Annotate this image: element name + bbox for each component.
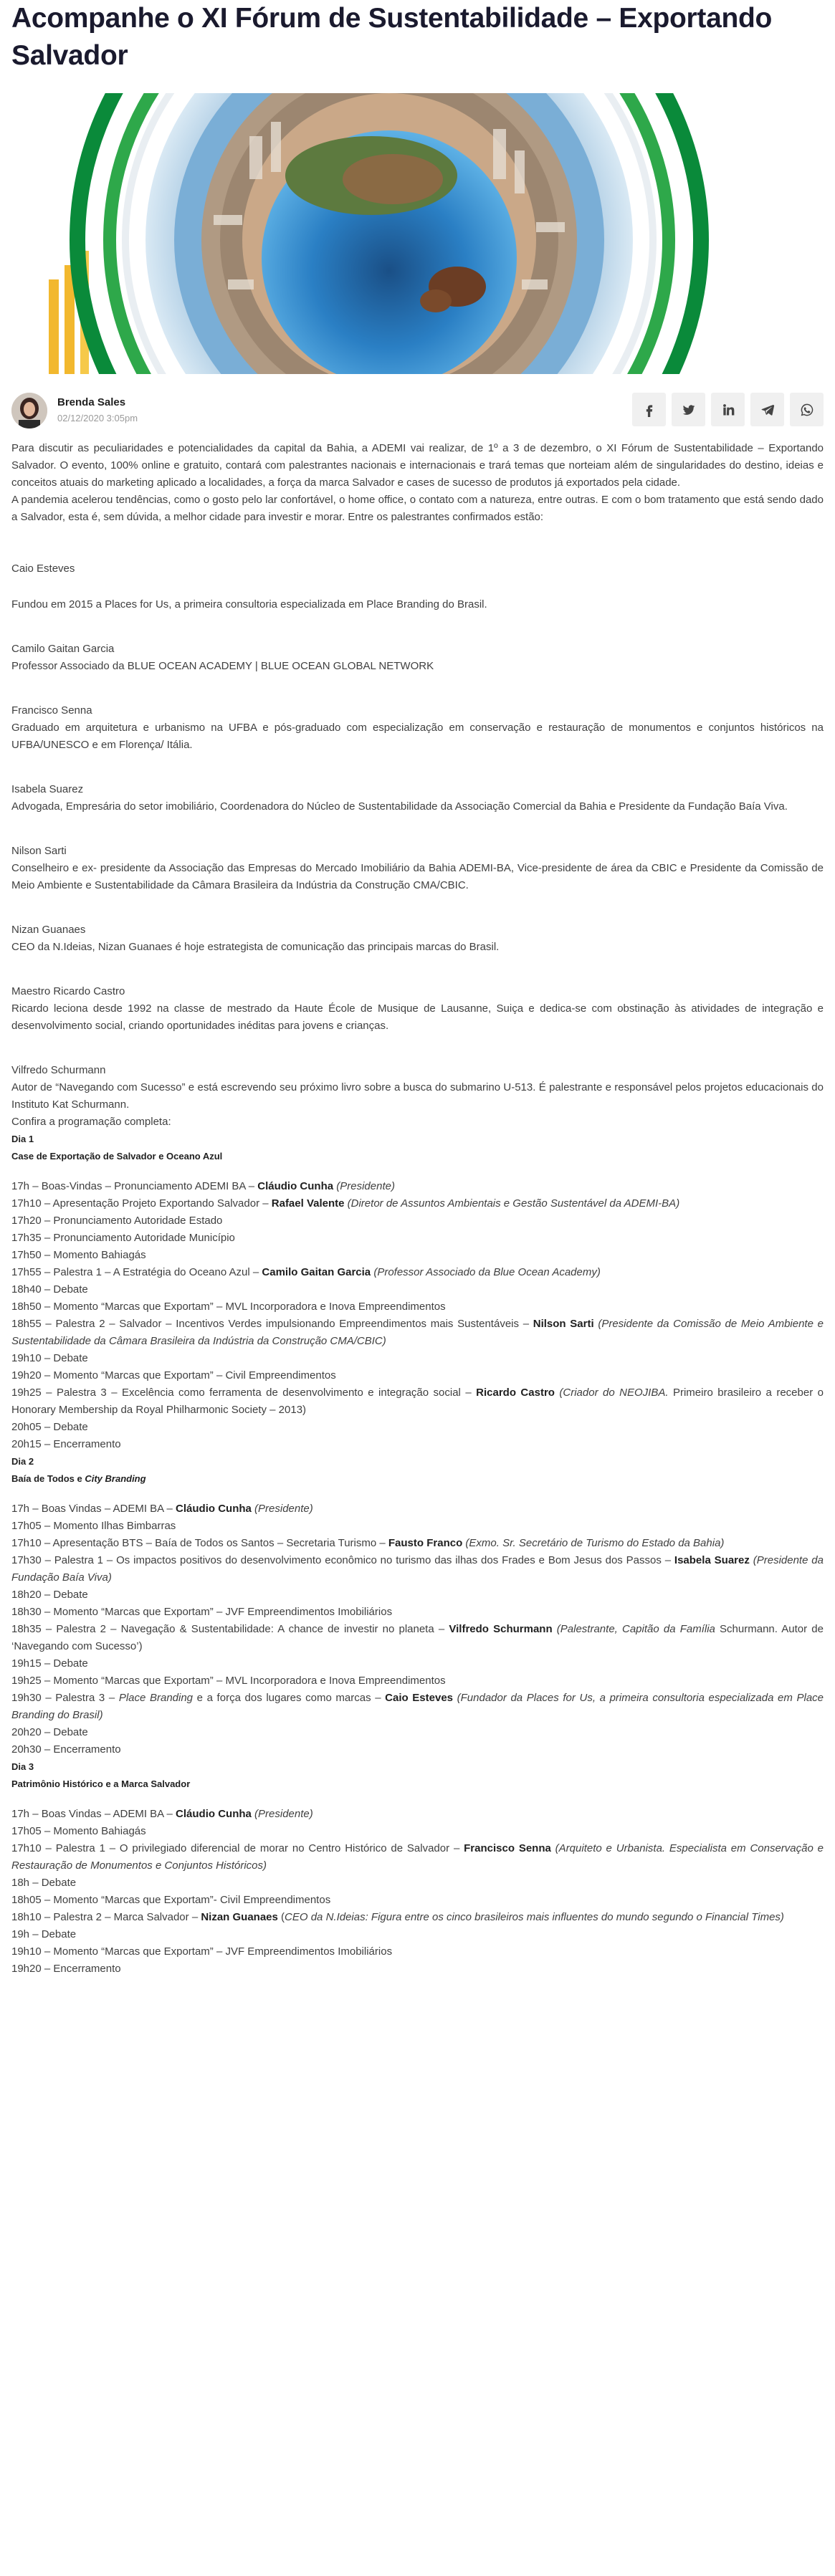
speaker-role: (Presidente): [251, 1808, 313, 1820]
speaker-block: [11, 921, 824, 956]
facebook-icon: [642, 403, 657, 417]
schedule-text: 20h05 – Debate: [11, 1421, 88, 1433]
schedule-item: [11, 1419, 824, 1436]
schedule-text: e a força dos lugares como marcas –: [193, 1692, 386, 1704]
schedule-text: 19h30 – Palestra 3 –: [11, 1692, 119, 1704]
hero-image: [34, 93, 751, 374]
speaker-role: (Palestrante, Capitão da Família: [552, 1623, 715, 1635]
speaker-name-bold: Nilson Sarti: [533, 1318, 594, 1330]
speaker-bio: Conselheiro e ex- presidente da Associação das Empresas do Mercado Imobiliário da Bahia ADEMI-BA, Vice-presidente de área da CBIC e Presidente da Comissão de Meio Ambiente e Sustentabilidade da Câmara Brasileira da Indústria da Construção CMA/CBIC.: [11, 862, 824, 891]
schedule-text: (: [277, 1911, 285, 1923]
speaker-name: Nilson Sarti: [11, 845, 67, 857]
schedule-text: 18h30 – Momento “Marcas que Exportam” – JVF Empreendimentos Imobiliários: [11, 1606, 393, 1618]
schedule-text: 19h25 – Momento “Marcas que Exportam” – MVL Incorporadora e Inova Empreendimentos: [11, 1675, 446, 1687]
schedule-text: 17h55 – Palestra 1 – A Estratégia do Oceano Azul –: [11, 1266, 262, 1278]
schedule-text: 17h10 – Apresentação Projeto Exportando Salvador –: [11, 1197, 272, 1210]
schedule-item: [11, 1500, 824, 1518]
day-title: Dia 1: [11, 1134, 34, 1144]
schedule-item: [11, 1384, 824, 1419]
speaker-bio: Advogada, Empresária do setor imobiliário, Coordenadora do Núcleo de Sustentabilidade da Associação Comercial da Bahia e Presidente da Fundação Baía Viva.: [11, 800, 788, 813]
speaker-name-bold: Ricardo Castro: [476, 1387, 555, 1399]
schedule-item: [11, 1741, 824, 1758]
schedule-text: 17h30 – Palestra 1 – Os impactos positivos do desenvolvimento econômico no turismo das ilhas dos Frades e Bom Jesus dos Passos –: [11, 1554, 674, 1566]
speaker-name-bold: Cláudio Cunha: [176, 1808, 252, 1820]
intro-paragraph: A pandemia acelerou tendências, como o gosto pelo lar confortável, o home office, o contato com a natureza, entre outras. E com o bom tratamento que está sendo dado a Salvador, esta é, sem dúvida, a melhor cidade para investir e morar. Entre os palestrantes confirmados estão:: [11, 494, 824, 523]
schedule-text: 17h35 – Pronunciamento Autoridade Município: [11, 1232, 235, 1244]
schedule-text: 19h – Debate: [11, 1928, 77, 1940]
speaker-role: (Presidente da Comissão de Meio Ambiente e Sustentabilidade da Câmara Brasileira da Indústria da Construção CMA/CBIC): [11, 1318, 824, 1347]
schedule-text: 17h50 – Momento Bahiagás: [11, 1249, 146, 1261]
speaker-role: (Fundador da Places for Us, a primeira consultoria especializada em Place Branding do Brasil): [11, 1692, 824, 1721]
speaker-bio: Autor de “Navegando com Sucesso” e está escrevendo seu próximo livro sobre a busca do submarino U-513. É palestrante e responsável pelos projetos educacionais do Instituto Kat Schurmann.: [11, 1081, 824, 1111]
schedule-item: [11, 1264, 824, 1281]
author-bar: [11, 390, 824, 440]
speaker-block: [11, 781, 824, 815]
schedule-text: 17h – Boas Vindas – ADEMI BA –: [11, 1503, 176, 1515]
speaker-name-bold: Cláudio Cunha: [176, 1503, 252, 1515]
schedule-item: [11, 1535, 824, 1552]
schedule-item: [11, 1806, 824, 1823]
section-title: [11, 1776, 824, 1793]
schedule-text: 18h50 – Momento “Marcas que Exportam” – MVL Incorporadora e Inova Empreendimentos: [11, 1301, 446, 1313]
speaker-bio: CEO da N.Ideias, Nizan Guanaes é hoje estrategista de comunicação das principais marcas do Brasil.: [11, 941, 500, 953]
speaker-bio: Ricardo leciona desde 1992 na classe de mestrado da Haute École de Musique de Lausanne, Suiça e dedica-se com obstinação às atividades de integração e desenvolvimento social, criando oportunidades inéditas para jovens e crianças.: [11, 1002, 824, 1032]
schedule-text: 19h10 – Debate: [11, 1352, 88, 1364]
speaker-name: Nizan Guanaes: [11, 924, 86, 936]
schedule-text: 19h20 – Encerramento: [11, 1963, 121, 1975]
share-telegram-button[interactable]: [750, 393, 784, 426]
schedule-item: [11, 1212, 824, 1230]
linkedin-icon: [721, 403, 735, 417]
schedule-item: [11, 1586, 824, 1604]
avatar: [11, 393, 47, 428]
schedule-item: [11, 1960, 824, 1978]
speaker-bio: Professor Associado da BLUE OCEAN ACADEMY | BLUE OCEAN GLOBAL NETWORK: [11, 660, 434, 672]
schedule-text: 18h – Debate: [11, 1877, 77, 1889]
schedule-text: 19h25 – Palestra 3 – Excelência como ferramenta de desenvolvimento e integração social –: [11, 1387, 477, 1399]
speaker-role: (Presidente da Fundação Baía Viva): [11, 1554, 824, 1584]
telegram-icon: [760, 403, 775, 417]
schedule-text: 17h10 – Palestra 1 – O privilegiado diferencial de morar no Centro Histórico de Salvador –: [11, 1842, 464, 1854]
schedule-text: 18h35 – Palestra 2 – Navegação & Sustentabilidade: A chance de investir no planeta –: [11, 1623, 449, 1635]
schedule-item: [11, 1247, 824, 1264]
speaker-name-bold: Isabela Suarez: [674, 1554, 750, 1566]
schedule-text: 19h10 – Momento “Marcas que Exportam” – JVF Empreendimentos Imobiliários: [11, 1945, 393, 1958]
schedule-text: 19h20 – Momento “Marcas que Exportam” – Civil Empreendimentos: [11, 1369, 336, 1382]
speaker-role: (Criador do NEOJIBA.: [554, 1387, 669, 1399]
author-name[interactable]: Brenda Sales: [57, 396, 126, 408]
schedule-item: [11, 1230, 824, 1247]
speaker-role: CEO da N.Ideias: Figura entre os cinco brasileiros mais influentes do mundo segundo o Financial Times): [285, 1911, 784, 1923]
schedule-item: [11, 1436, 824, 1453]
schedule-item: [11, 1943, 824, 1960]
schedule-text: Schurmann. Autor de ‘Navegando com Sucesso’): [11, 1623, 824, 1652]
section-title: [11, 1470, 824, 1488]
speaker-role: (Professor Associado da Blue Ocean Academy): [371, 1266, 601, 1278]
schedule-item: [11, 1655, 824, 1672]
hero-illustration: [34, 93, 751, 374]
share-linkedin-button[interactable]: [711, 393, 745, 426]
schedule-text: 17h10 – Apresentação BTS – Baía de Todos os Santos – Secretaria Turismo –: [11, 1537, 388, 1549]
schedule-item: [11, 1281, 824, 1298]
twitter-icon: [682, 403, 696, 417]
section-title-text: Case de Exportação de Salvador e Oceano Azul: [11, 1151, 223, 1162]
schedule-text: 20h20 – Debate: [11, 1726, 88, 1738]
speaker-name-bold: Rafael Valente: [271, 1197, 345, 1210]
share-buttons: [632, 393, 824, 426]
intro-paragraph: Para discutir as peculiaridades e potencialidades da capital da Bahia, a ADEMI vai realizar, de 1º a 3 de dezembro, o XI Fórum de Sustentabilidade – Exportando Salvador. O evento, 100% online e gratuito, contará com palestrantes nacionais e internacionais e trará temas que norteiam além de singularidades do destino, ideias e conceitos atuais do marketing aplicado a localidades, a força da marca Salvador e cases de sucesso de produtos já exportados pela cidade.: [11, 442, 824, 489]
schedule-item: [11, 1195, 824, 1212]
article-title: Acompanhe o XI Fórum de Sustentabilidade – Exportando Salvador: [11, 3, 773, 71]
schedule-text: 18h10 – Palestra 2 – Marca Salvador –: [11, 1911, 201, 1923]
post-date: 02/12/2020 3:05pm: [57, 413, 138, 423]
speaker-block: [11, 843, 824, 894]
speaker-block: [11, 983, 824, 1035]
schedule-text: 17h – Boas Vindas – ADEMI BA –: [11, 1808, 176, 1820]
schedule-item: [11, 1178, 824, 1195]
speaker-role: (Presidente): [333, 1180, 395, 1192]
section-title-text: Patrimônio Histórico e a Marca Salvador: [11, 1778, 191, 1789]
schedule-item: [11, 1823, 824, 1840]
author-photo: [11, 393, 47, 428]
speaker-block: [11, 1062, 824, 1114]
day-title: Dia 2: [11, 1456, 34, 1467]
section-title: [11, 1148, 824, 1165]
schedule-item: [11, 1298, 824, 1316]
schedule-text: 20h30 – Encerramento: [11, 1743, 121, 1756]
speaker-bio: Fundou em 2015 a Places for Us, a primeira consultoria especializada em Place Branding do Brasil.: [11, 598, 487, 611]
section-title-italic: City Branding: [85, 1473, 146, 1484]
schedule-text: 20h15 – Encerramento: [11, 1438, 121, 1450]
speaker-block: [11, 702, 824, 754]
schedule-text: 18h55 – Palestra 2 – Salvador – Incentivos Verdes impulsionando Empreendimentos mais Sustentáveis –: [11, 1318, 533, 1330]
schedule-item: [11, 1621, 824, 1655]
schedule-text: 17h20 – Pronunciamento Autoridade Estado: [11, 1215, 223, 1227]
schedule-text: 17h05 – Momento Bahiagás: [11, 1825, 146, 1837]
speaker-name: Vilfredo Schurmann: [11, 1064, 106, 1076]
article-body: [11, 440, 824, 1978]
speaker-name: Maestro Ricardo Castro: [11, 985, 125, 997]
schedule-text: 17h – Boas-Vindas – Pronunciamento ADEMI BA –: [11, 1180, 258, 1192]
share-facebook-button[interactable]: [632, 393, 666, 426]
speaker-name-bold: Nizan Guanaes: [201, 1911, 278, 1923]
speaker-bio: Graduado em arquitetura e urbanismo na UFBA e pós-graduado com especialização em conservação e restauração de monumentos e conjuntos históricos na UFBA/UNESCO e em Florença/ Itália.: [11, 722, 824, 751]
program-schedule: [11, 1131, 824, 1978]
speaker-name-bold: Camilo Gaitan Garcia: [262, 1266, 371, 1278]
speaker-block: [11, 560, 824, 613]
day-title: Dia 3: [11, 1761, 34, 1772]
speaker-name-bold: Vilfredo Schurmann: [449, 1623, 553, 1635]
schedule-text: 18h40 – Debate: [11, 1283, 88, 1296]
speaker-name: Caio Esteves: [11, 562, 75, 575]
schedule-item: [11, 1552, 824, 1586]
article-page: [11, 0, 824, 1978]
schedule-item: [11, 1316, 824, 1350]
speaker-role: (Presidente): [251, 1503, 313, 1515]
schedule-italic-text: Place Branding: [118, 1692, 194, 1704]
schedule-item: [11, 1926, 824, 1943]
section-title-text: Baía de Todos e: [11, 1473, 85, 1484]
speaker-role: (Arquiteto e Urbanista. Especialista em Conservação e Restauração de Monumentos e Conjuntos Históricos): [11, 1842, 824, 1872]
schedule-item: [11, 1909, 824, 1926]
share-whatsapp-button[interactable]: [790, 393, 824, 426]
speaker-name: Isabela Suarez: [11, 783, 84, 795]
speaker-name-bold: Francisco Senna: [464, 1842, 551, 1854]
speaker-block: [11, 641, 824, 675]
schedule-item: [11, 1518, 824, 1535]
schedule-text: 18h05 – Momento “Marcas que Exportam”- Civil Empreendimentos: [11, 1894, 331, 1906]
schedule-text: 18h20 – Debate: [11, 1589, 88, 1601]
speaker-name: Francisco Senna: [11, 704, 92, 717]
schedule-item: [11, 1892, 824, 1909]
schedule-item: [11, 1840, 824, 1874]
program-intro: Confira a programação completa:: [11, 1116, 171, 1128]
speaker-role: (Diretor de Assuntos Ambientais e Gestão Sustentável da ADEMI-BA): [344, 1197, 680, 1210]
speaker-name-bold: Caio Esteves: [385, 1692, 454, 1704]
schedule-item: [11, 1350, 824, 1367]
speaker-name-bold: Cláudio Cunha: [257, 1180, 334, 1192]
schedule-text: 19h15 – Debate: [11, 1657, 88, 1670]
speaker-role: (Exmo. Sr. Secretário de Turismo do Estado da Bahia): [462, 1537, 725, 1549]
schedule-item: [11, 1672, 824, 1690]
schedule-item: [11, 1367, 824, 1384]
share-twitter-button[interactable]: [672, 393, 705, 426]
schedule-item: [11, 1604, 824, 1621]
schedule-text: 17h05 – Momento Ilhas Bimbarras: [11, 1520, 176, 1532]
speaker-name-bold: Fausto Franco: [388, 1537, 463, 1549]
whatsapp-icon: [800, 403, 814, 417]
speaker-name: Camilo Gaitan Garcia: [11, 643, 115, 655]
schedule-item: [11, 1690, 824, 1724]
schedule-text: Primeiro brasileiro a receber o Honorary Membership da Royal Philharmonic Society – 2013): [11, 1387, 824, 1416]
speakers-list: [11, 560, 824, 1114]
schedule-item: [11, 1724, 824, 1741]
schedule-item: [11, 1874, 824, 1892]
